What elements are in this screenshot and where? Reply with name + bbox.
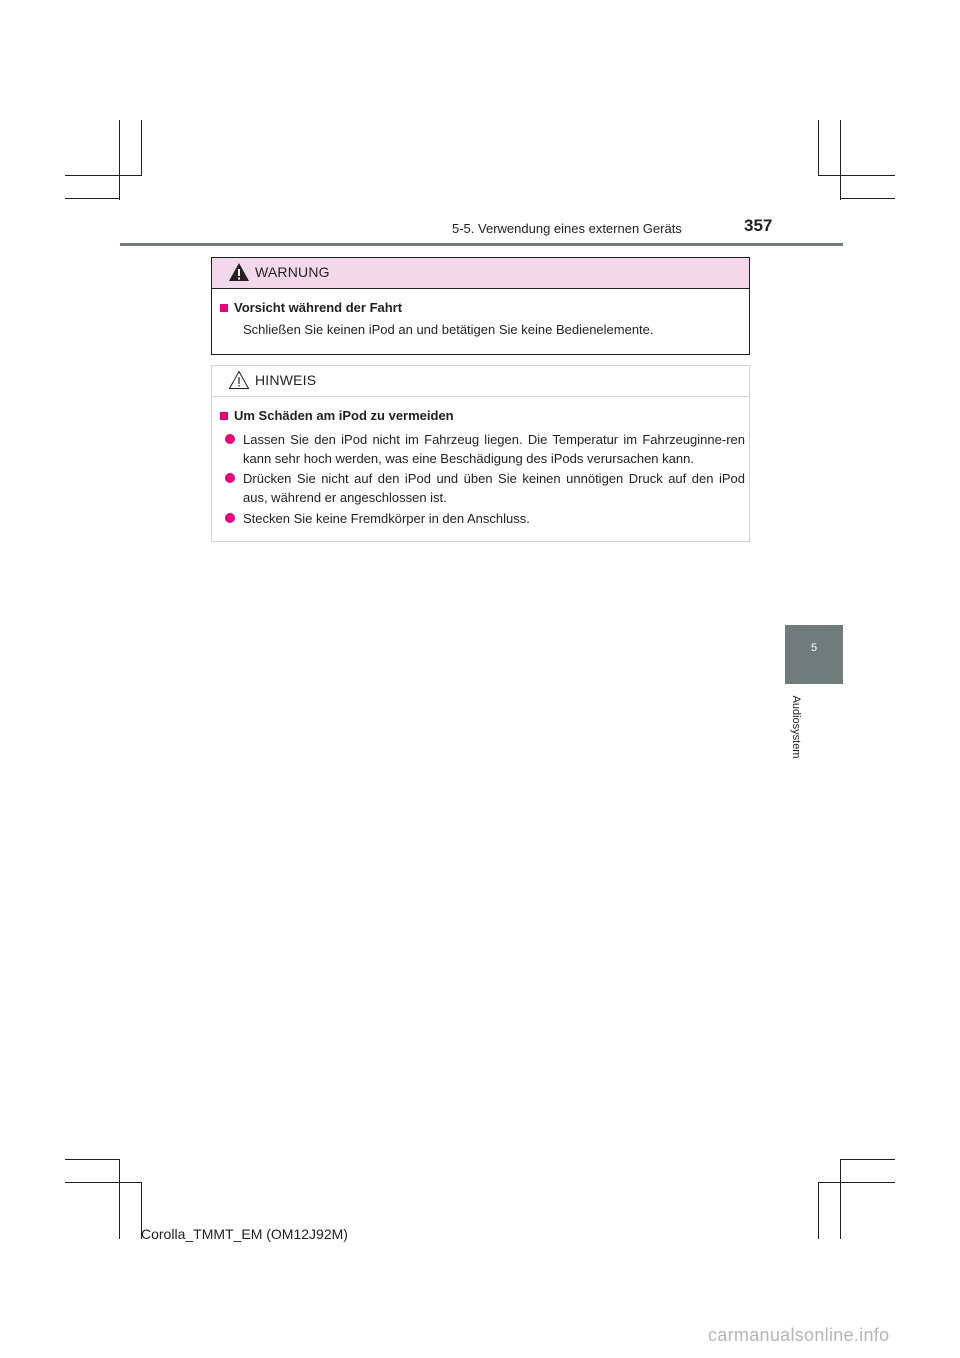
caution-triangle-icon <box>228 370 250 390</box>
crop-mark <box>840 198 895 199</box>
crop-mark <box>65 1159 120 1160</box>
warning-triangle-icon <box>228 262 250 282</box>
note-label: HINWEIS <box>255 372 317 388</box>
chapter-tab <box>785 625 843 684</box>
chapter-number: 5 <box>810 642 818 654</box>
square-bullet-icon <box>220 304 228 312</box>
section-text: Schließen Sie keinen iPod an und betätigen Sie keine Bedienelemente. <box>243 322 654 337</box>
warning-box <box>211 257 750 355</box>
warning-header <box>212 258 749 289</box>
chapter-label: Audiosystem <box>790 695 802 759</box>
footer-code: Corolla_TMMT_EM (OM12J92M) <box>141 1226 348 1242</box>
crop-mark <box>840 1159 895 1160</box>
list-item-text: Drücken Sie nicht auf den iPod und üben Sie keinen unnötigen Druck auf den iPod aus, während er angeschlossen ist. <box>243 471 745 505</box>
crop-mark <box>65 198 120 199</box>
crop-mark <box>65 1182 142 1183</box>
page-number: 357 <box>744 216 773 235</box>
circle-bullet-icon <box>225 473 235 483</box>
note-header <box>212 366 749 397</box>
crop-mark <box>119 1159 120 1239</box>
crop-mark <box>818 1182 819 1239</box>
crop-mark <box>141 120 142 176</box>
crop-mark <box>840 1159 841 1239</box>
warning-label: WARNUNG <box>255 264 330 280</box>
crop-mark <box>119 120 120 200</box>
circle-bullet-icon <box>225 513 235 523</box>
crop-mark <box>818 1182 895 1183</box>
header-rule <box>120 243 843 246</box>
square-bullet-icon <box>220 412 228 420</box>
crop-mark <box>818 120 819 176</box>
section-title: Vorsicht während der Fahrt <box>220 300 402 315</box>
crop-mark <box>818 175 895 176</box>
note-box <box>211 365 750 542</box>
section-title: Um Schäden am iPod zu vermeiden <box>220 408 454 423</box>
crop-mark <box>65 175 142 176</box>
watermark: carmanualsonline.info <box>708 1325 890 1345</box>
circle-bullet-icon <box>225 434 235 444</box>
crop-mark <box>840 120 841 200</box>
list-item-text: Stecken Sie keine Fremdkörper in den Anschluss. <box>243 511 530 526</box>
list-item-text: Lassen Sie den iPod nicht im Fahrzeug liegen. Die Temperatur im Fahrzeuginne-ren kann sehr hoch werden, was eine Beschädigung des iPods verursachen kann. <box>243 432 745 466</box>
section-header: 5-5. Verwendung eines externen Geräts <box>452 221 682 236</box>
